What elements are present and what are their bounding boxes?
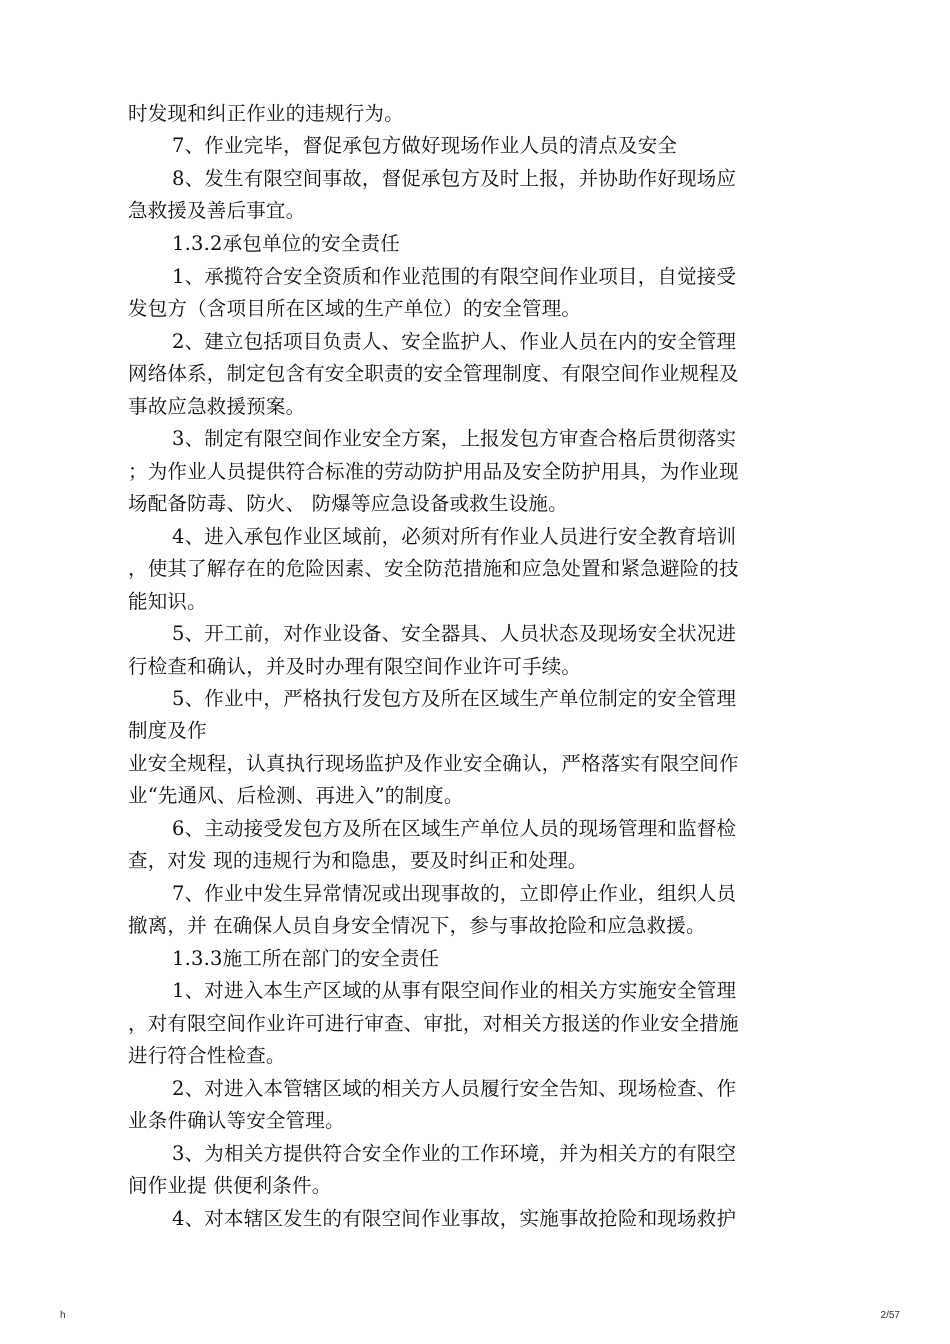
- text-line: 7、作业完毕，督促承包方做好现场作业人员的清点及安全: [172, 134, 678, 157]
- text-line: ；为作业人员提供符合标准的劳动防护用品及安全防护用具，为作业现: [128, 460, 739, 483]
- text-line: 4、进入承包作业区域前，必须对所有作业人员进行安全教育培训: [172, 525, 737, 548]
- text-line: 7、作业中发生异常情况或出现事故的，立即停止作业，组织人员: [172, 882, 737, 905]
- text-line: 2、建立包括项目负责人、安全监护人、作业人员在内的安全管理: [172, 330, 737, 353]
- text-line: 1、承揽符合安全资质和作业范围的有限空间作业项目，自觉接受: [172, 265, 737, 288]
- text-line: 制度及作: [128, 719, 207, 742]
- text-line: 行检查和确认，并及时办理有限空间作业许可手续。: [128, 655, 582, 678]
- text-line: 场配备防毒、防火、 防爆等应急设备或救生设施。: [128, 492, 568, 515]
- text-line: 进行符合性检查。: [128, 1044, 286, 1067]
- text-line: 撤离，并 在确保人员自身安全情况下，参与事故抢险和应急救援。: [128, 914, 706, 937]
- text-line: 3、为相关方提供符合安全作业的工作环境，并为相关方的有限空: [172, 1142, 737, 1165]
- text-line: 3、制定有限空间作业安全方案，上报发包方审查合格后贯彻落实: [172, 427, 737, 450]
- text-line: 1、对进入本生产区域的从事有限空间作业的相关方实施安全管理: [172, 979, 737, 1002]
- text-line: 业“先通风、后检测、再进入”的制度。: [128, 784, 464, 807]
- section-heading: 1.3.2承包单位的安全责任: [172, 232, 400, 255]
- text-line: 间作业提 供便利条件。: [128, 1174, 332, 1197]
- text-line: 8、发生有限空间事故，督促承包方及时上报，并协助作好现场应: [172, 167, 737, 190]
- text-line: 5、开工前，对作业设备、安全器具、人员状态及现场安全状况进: [172, 622, 737, 645]
- page-number: 2/57: [880, 1310, 900, 1321]
- text-line: 时发现和纠正作业的违规行为。: [128, 102, 404, 125]
- footer-left-text: h: [60, 1310, 66, 1321]
- text-line: 业安全规程，认真执行现场监护及作业安全确认，严格落实有限空间作: [128, 752, 739, 775]
- text-line: 4、对本辖区发生的有限空间作业事故，实施事故抢险和现场救护: [172, 1207, 737, 1230]
- text-line: 6、主动接受发包方及所在区域生产单位人员的现场管理和监督检: [172, 817, 737, 840]
- text-line: 网络体系，制定包含有安全职责的安全管理制度、有限空间作业规程及: [128, 362, 739, 385]
- text-line: 能知识。: [128, 590, 207, 613]
- text-line: 急救援及善后事宜。: [128, 199, 306, 222]
- text-line: 2、对进入本管辖区域的相关方人员履行安全告知、现场检查、作: [172, 1077, 737, 1100]
- text-line: 业条件确认等安全管理。: [128, 1109, 345, 1132]
- text-line: 5、作业中，严格执行发包方及所在区域生产单位制定的安全管理: [172, 687, 737, 710]
- text-line: ，使其了解存在的危险因素、安全防范措施和应急处置和紧急避险的技: [128, 557, 739, 580]
- text-line: 查，对发 现的违规行为和隐患，要及时纠正和处理。: [128, 849, 588, 872]
- text-line: ，对有限空间作业许可进行审查、审批，对相关方报送的作业安全措施: [128, 1012, 739, 1035]
- section-heading: 1.3.3施工所在部门的安全责任: [172, 947, 440, 970]
- text-line: 发包方（含项目所在区域的生产单位）的安全管理。: [128, 297, 582, 320]
- text-line: 事故应急救援预案。: [128, 395, 306, 418]
